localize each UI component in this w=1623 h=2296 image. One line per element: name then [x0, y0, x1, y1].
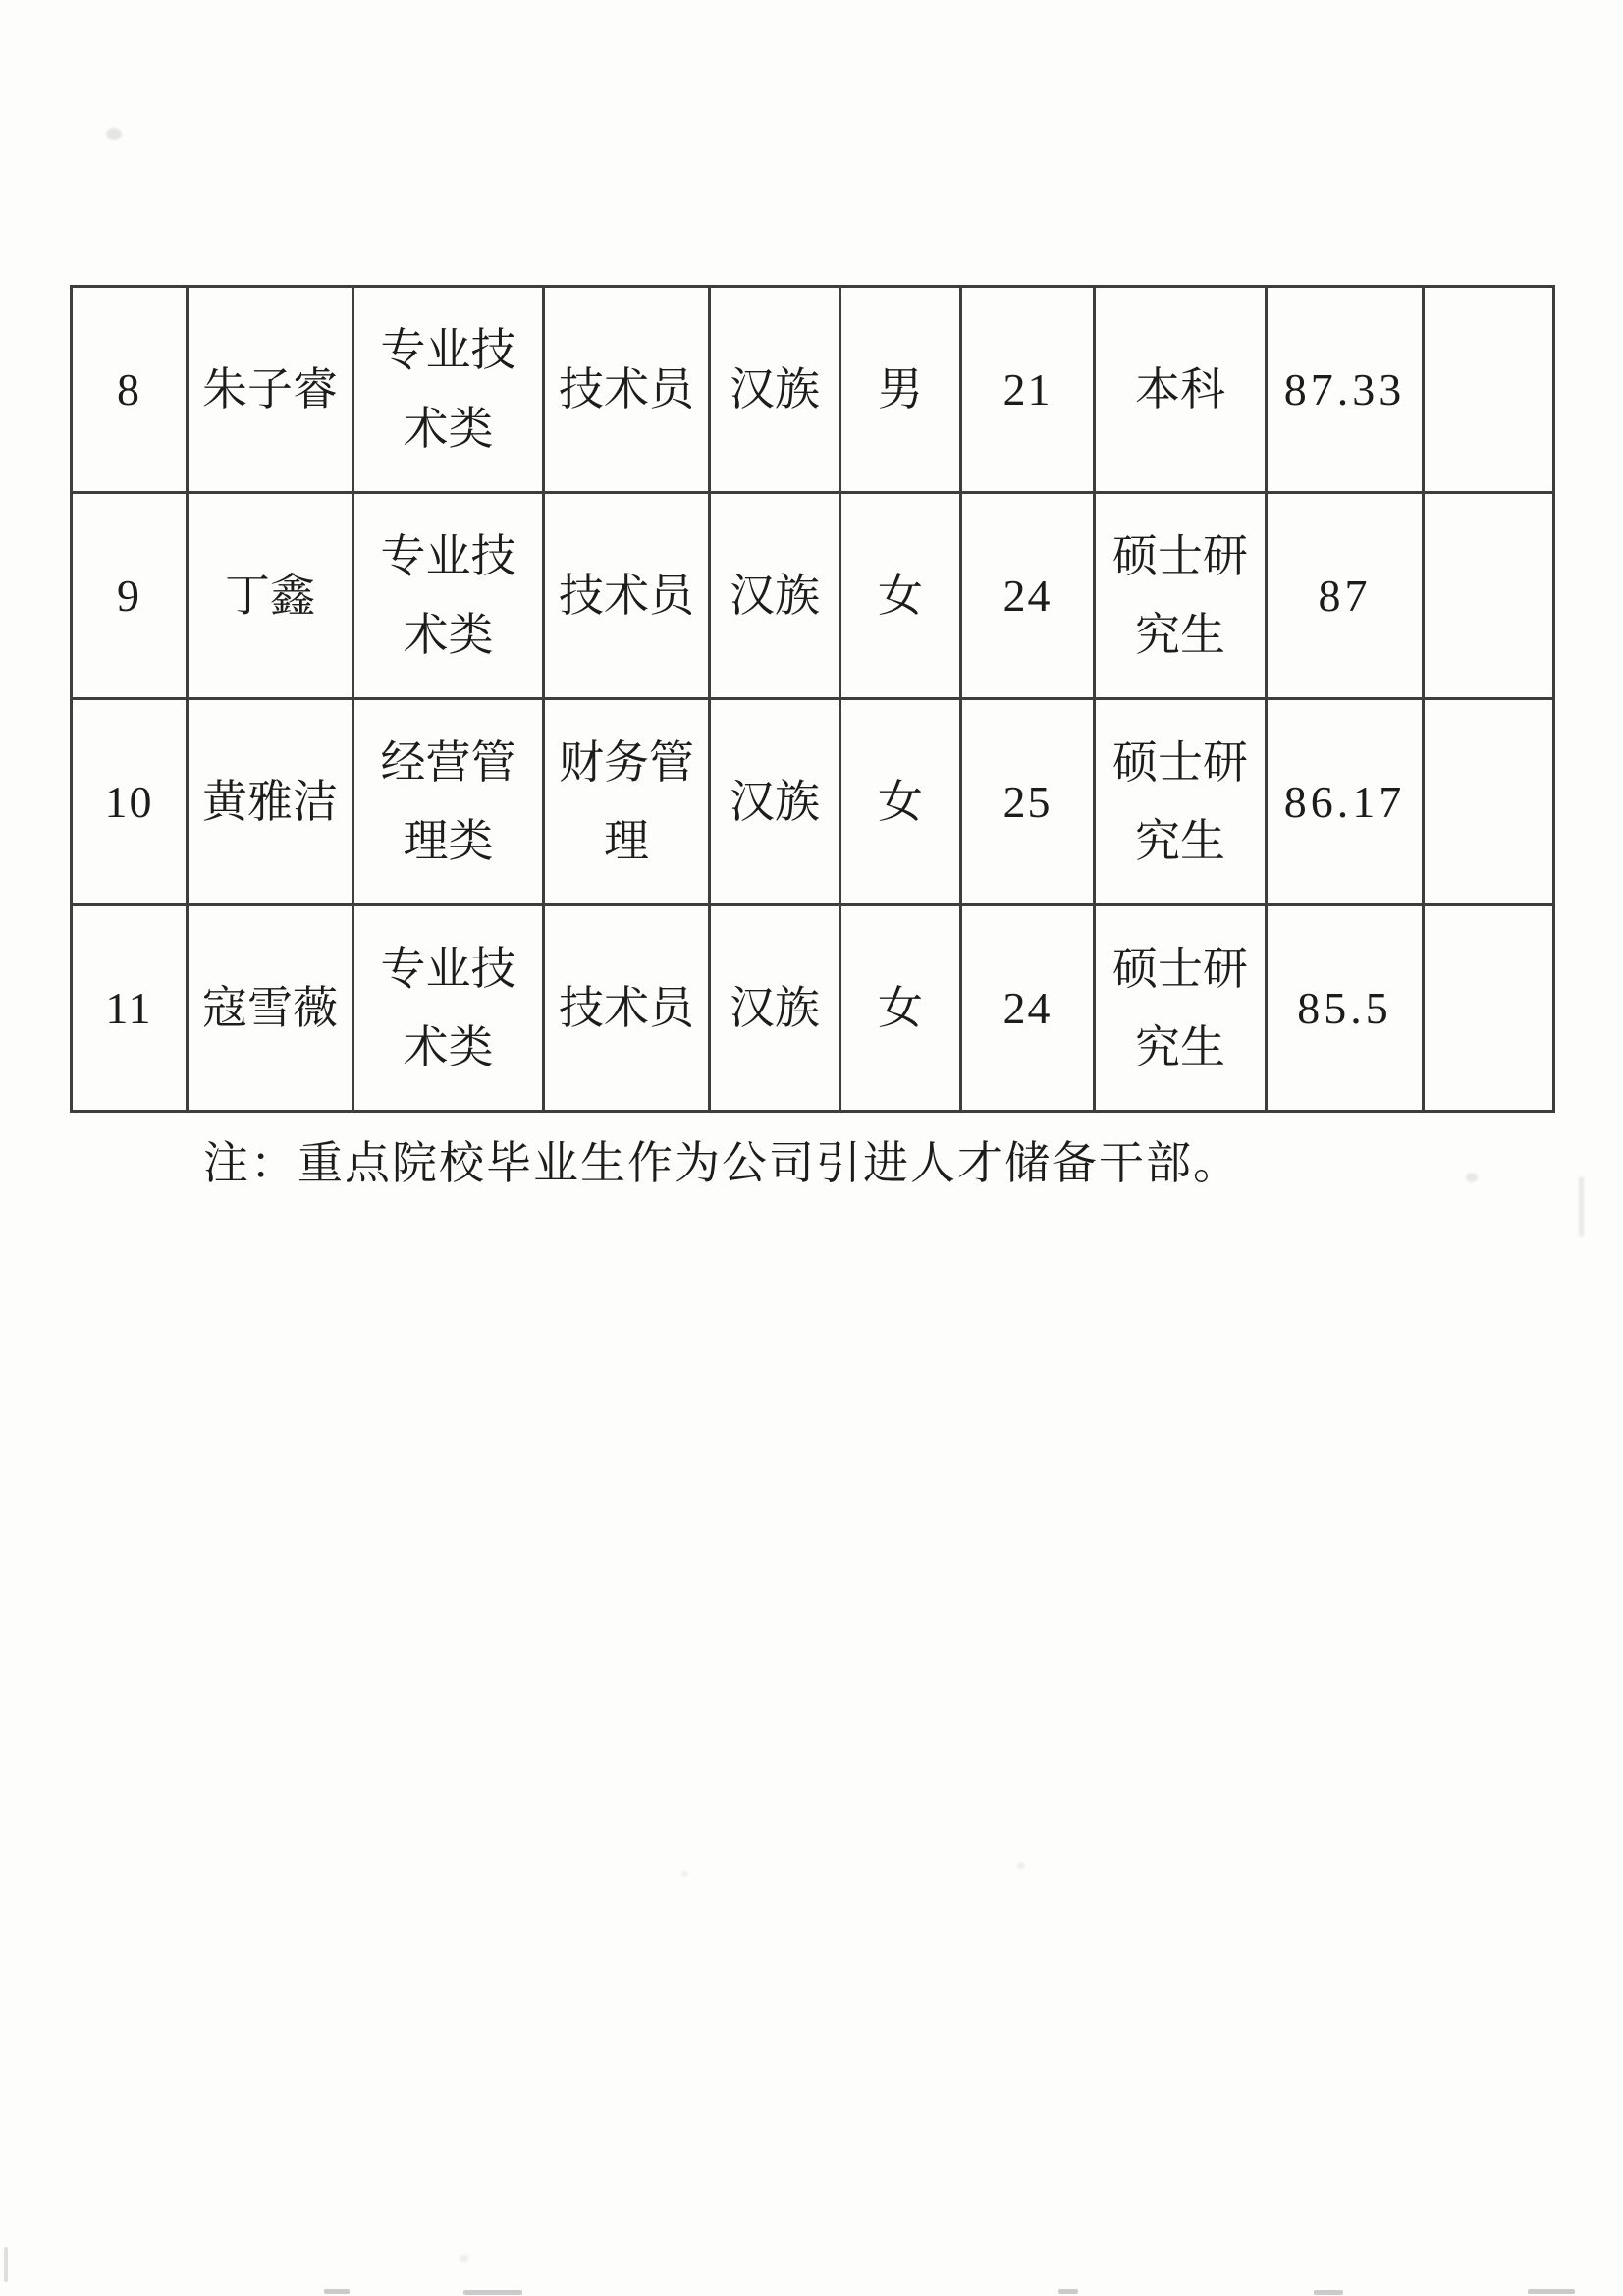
scan-artifact — [4, 2247, 8, 2282]
footnote: 注：重点院校毕业生作为公司引进人才储备干部。 — [203, 1138, 1240, 1188]
scan-artifact — [1466, 1173, 1478, 1182]
cell-remark — [1424, 287, 1554, 493]
cell-seq: 10 — [72, 699, 188, 905]
scan-artifact — [1058, 2289, 1078, 2294]
cell-name: 黄雅洁 — [188, 699, 353, 905]
table-row — [72, 905, 1554, 1112]
cell-seq: 8 — [72, 287, 188, 493]
cell-score: 86.17 — [1267, 699, 1424, 905]
scan-artifact — [106, 128, 122, 140]
cell-remark — [1424, 905, 1554, 1112]
cell-age: 24 — [961, 493, 1095, 699]
table-row — [72, 493, 1554, 699]
scan-artifact — [1579, 1176, 1584, 1237]
cell-age: 21 — [961, 287, 1095, 493]
cell-category: 专业技术类 — [353, 905, 544, 1112]
scan-artifact — [1017, 1862, 1025, 1869]
cell-remark — [1424, 493, 1554, 699]
cell-ethnicity: 汉族 — [710, 905, 840, 1112]
cell-position: 技术员 — [544, 287, 710, 493]
cell-name: 丁鑫 — [188, 493, 353, 699]
cell-ethnicity: 汉族 — [710, 493, 840, 699]
cell-remark — [1424, 699, 1554, 905]
candidate-roster-table — [70, 285, 1555, 1113]
cell-position: 财务管理 — [544, 699, 710, 905]
cell-position: 技术员 — [544, 493, 710, 699]
cell-seq: 9 — [72, 493, 188, 699]
table-row — [72, 699, 1554, 905]
cell-score: 87 — [1267, 493, 1424, 699]
scan-artifact — [681, 1871, 688, 1877]
cell-score: 87.33 — [1267, 287, 1424, 493]
cell-education: 硕士研究生 — [1095, 493, 1267, 699]
cell-score: 85.5 — [1267, 905, 1424, 1112]
cell-education: 硕士研究生 — [1095, 699, 1267, 905]
cell-category: 专业技术类 — [353, 493, 544, 699]
scan-artifact — [460, 2255, 468, 2262]
cell-gender: 女 — [840, 699, 961, 905]
scan-artifact — [324, 2289, 350, 2294]
table-row — [72, 287, 1554, 493]
scan-artifact — [1528, 2289, 1575, 2294]
scan-artifact — [463, 2290, 522, 2295]
cell-education: 硕士研究生 — [1095, 905, 1267, 1112]
cell-name: 寇雪薇 — [188, 905, 353, 1112]
cell-category: 经营管理类 — [353, 699, 544, 905]
cell-age: 24 — [961, 905, 1095, 1112]
cell-gender: 男 — [840, 287, 961, 493]
cell-education: 本科 — [1095, 287, 1267, 493]
scan-artifact — [1314, 2290, 1343, 2295]
cell-seq: 11 — [72, 905, 188, 1112]
cell-ethnicity: 汉族 — [710, 287, 840, 493]
cell-ethnicity: 汉族 — [710, 699, 840, 905]
cell-age: 25 — [961, 699, 1095, 905]
cell-gender: 女 — [840, 905, 961, 1112]
cell-category: 专业技术类 — [353, 287, 544, 493]
cell-gender: 女 — [840, 493, 961, 699]
cell-name: 朱子睿 — [188, 287, 353, 493]
cell-position: 技术员 — [544, 905, 710, 1112]
